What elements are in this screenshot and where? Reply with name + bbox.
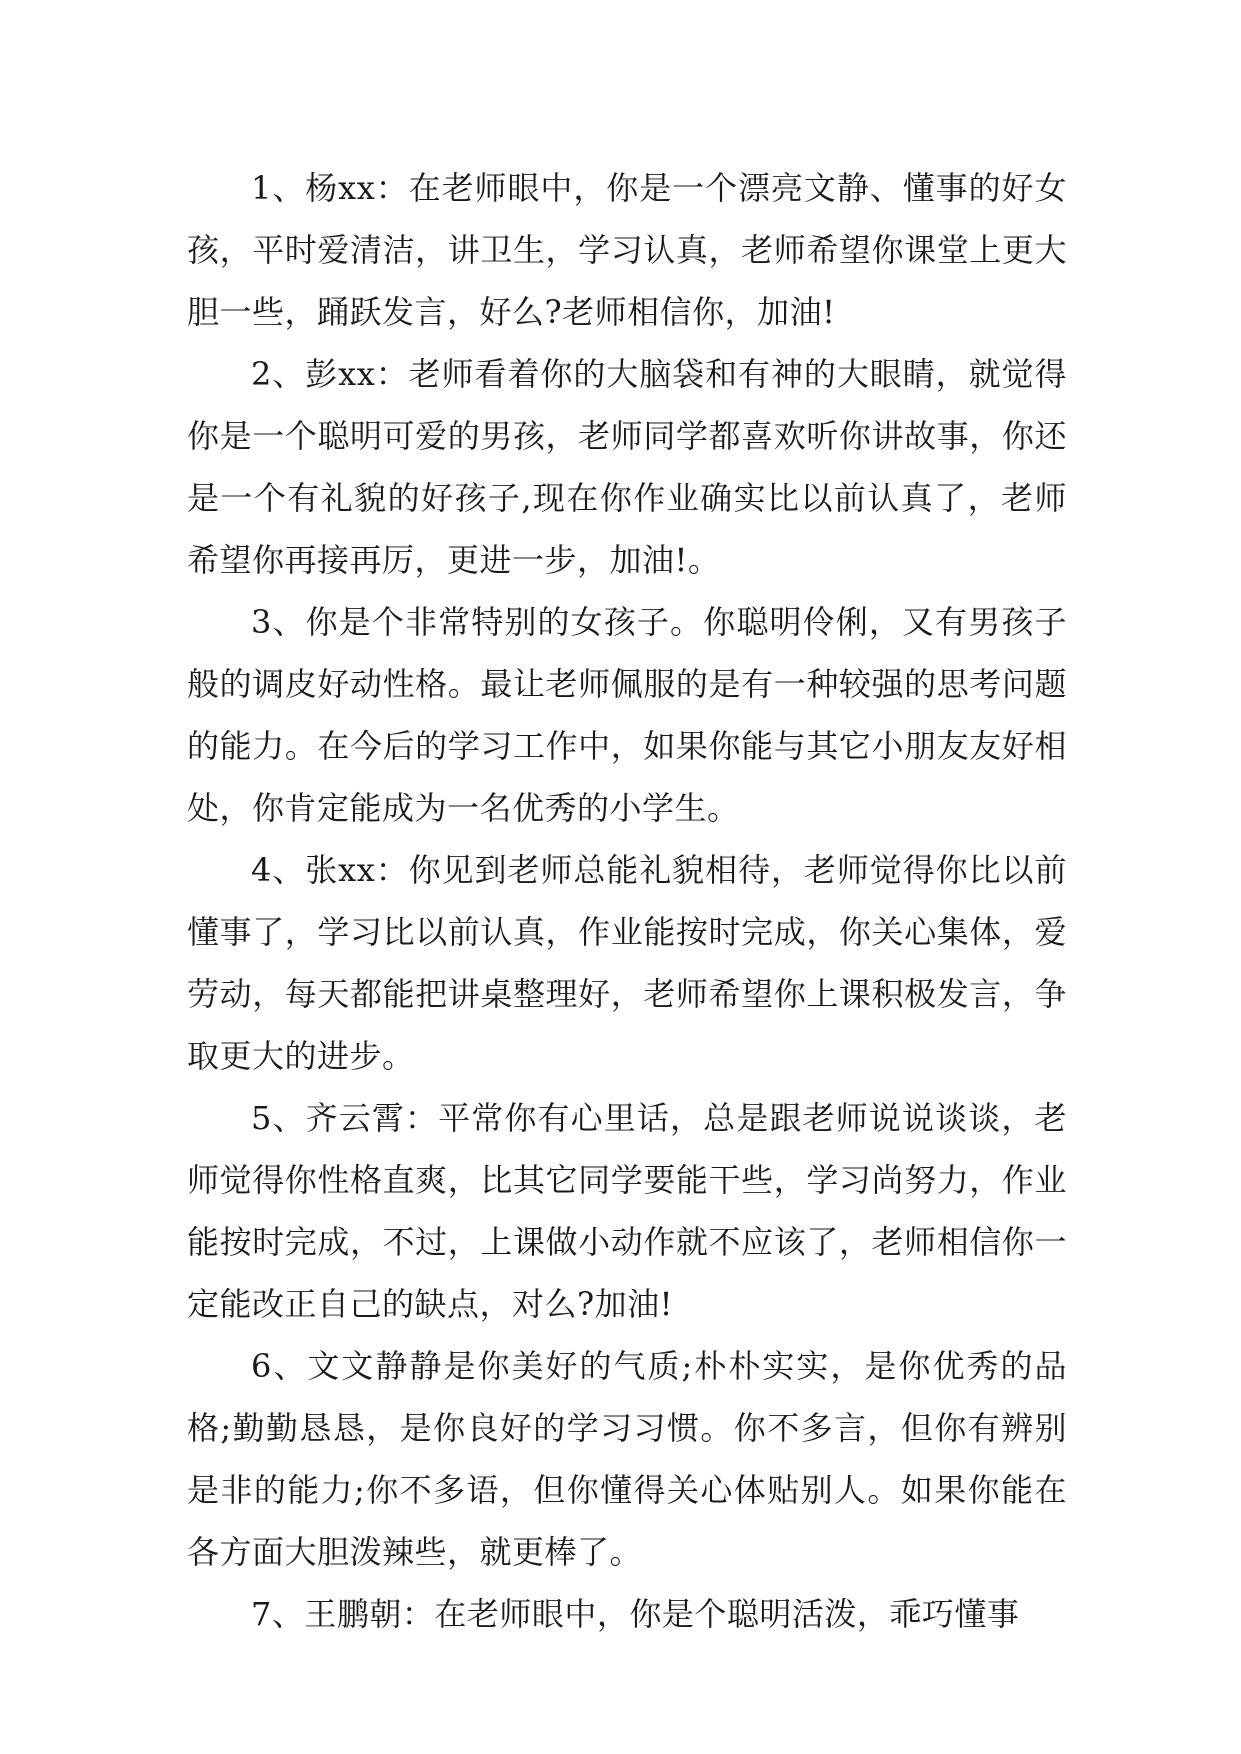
comment-paragraph-1: 1、杨xx：在老师眼中，你是一个漂亮文静、懂事的好女孩，平时爱清洁，讲卫生，学习认真，老师希望你课堂上更大胆一些，踊跃发言，好么?老师相信你，加油!: [187, 169, 1067, 331]
comment-paragraph-6: 6、文文静静是你美好的气质;朴朴实实，是你优秀的品格;勤勤恳恳，是你良好的学习习惯。你不多言，但你有辨别是非的能力;你不多语，但你懂得关心体贴别人。如果你能在各方面大胆泼辣些，就更棒了。: [187, 1347, 1067, 1571]
comment-paragraph-7: 7、王鹏朝：在老师眼中，你是个聪明活泼，乖巧懂事: [251, 1595, 1020, 1633]
comment-paragraph-3: 3、你是个非常特别的女孩子。你聪明伶俐，又有男孩子般的调皮好动性格。最让老师佩服的是有一种较强的思考问题的能力。在今后的学习工作中，如果你能与其它小朋友友好相处，你肯定能成为一名优秀的小学生。: [187, 603, 1067, 827]
comment-paragraph-5: 5、齐云霄：平常你有心里话，总是跟老师说说谈谈，老师觉得你性格直爽，比其它同学要能干些，学习尚努力，作业能按时完成，不过，上课做小动作就不应该了，老师相信你一定能改正自己的缺点，对么?加油!: [187, 1099, 1067, 1323]
document-body: [187, 157, 1067, 1645]
comment-paragraph-4: 4、张xx：你见到老师总能礼貌相待，老师觉得你比以前懂事了，学习比以前认真，作业能按时完成，你关心集体，爱劳动，每天都能把讲桌整理好，老师希望你上课积极发言，争取更大的进步。: [187, 851, 1067, 1075]
comment-paragraph-2: 2、彭xx：老师看着你的大脑袋和有神的大眼睛，就觉得你是一个聪明可爱的男孩，老师同学都喜欢听你讲故事，你还是一个有礼貌的好孩子,现在你作业确实比以前认真了，老师希望你再接再厉，更进一步，加油!。: [187, 355, 1067, 579]
